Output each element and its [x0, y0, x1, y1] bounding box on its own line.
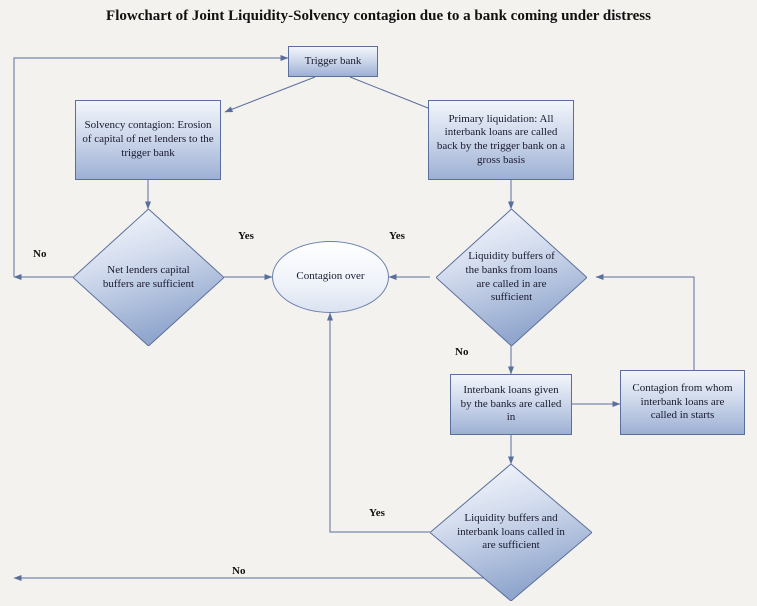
node-trigger-bank-label: Trigger bank	[304, 54, 362, 67]
decision-liquidity-and-interbank-label: Liquidity buffers and interbank loans called in are sufficient	[457, 511, 565, 552]
node-primary-liquidation-label: Primary liquidation: All interbank loans are called back by the trigger bank on a gross basis	[436, 112, 566, 166]
node-interbank-loans-called[interactable]	[450, 374, 572, 435]
decision-liquidity-buffers-label: Liquidity buffers of the banks from loans are called in are sufficient	[465, 250, 558, 304]
decision-liquidity-buffers[interactable]	[436, 209, 587, 346]
page-title: Flowchart of Joint Liquidity-Solvency contagion due to a bank coming under distress	[106, 8, 651, 24]
node-solvency-contagion[interactable]	[75, 100, 221, 180]
node-trigger-bank[interactable]	[288, 46, 378, 77]
node-contagion-from-whom-label: Contagion from whom interbank loans are called in starts	[632, 381, 733, 422]
edge-label-no-right: No	[455, 346, 469, 358]
node-contagion-from-whom[interactable]	[620, 370, 745, 435]
decision-net-lenders-capital-label: Net lenders capital buffers are sufficient	[102, 263, 195, 290]
edge-label-no-left: No	[33, 248, 47, 260]
edge-label-yes-left: Yes	[238, 230, 254, 242]
decision-liquidity-and-interbank[interactable]	[430, 464, 592, 601]
edge-label-yes-right: Yes	[389, 230, 405, 242]
edge-label-yes-bottom: Yes	[369, 507, 385, 519]
node-primary-liquidation[interactable]	[428, 100, 574, 180]
edge-label-no-bottom: No	[232, 565, 246, 577]
decision-net-lenders-capital[interactable]	[73, 209, 224, 346]
node-solvency-contagion-label: Solvency contagion: Erosion of capital of net lenders to the trigger bank	[82, 119, 214, 159]
node-contagion-over-label: Contagion over	[296, 270, 365, 283]
node-contagion-over[interactable]	[272, 241, 389, 313]
node-interbank-loans-called-label: Interbank loans given by the banks are called in	[460, 383, 562, 424]
